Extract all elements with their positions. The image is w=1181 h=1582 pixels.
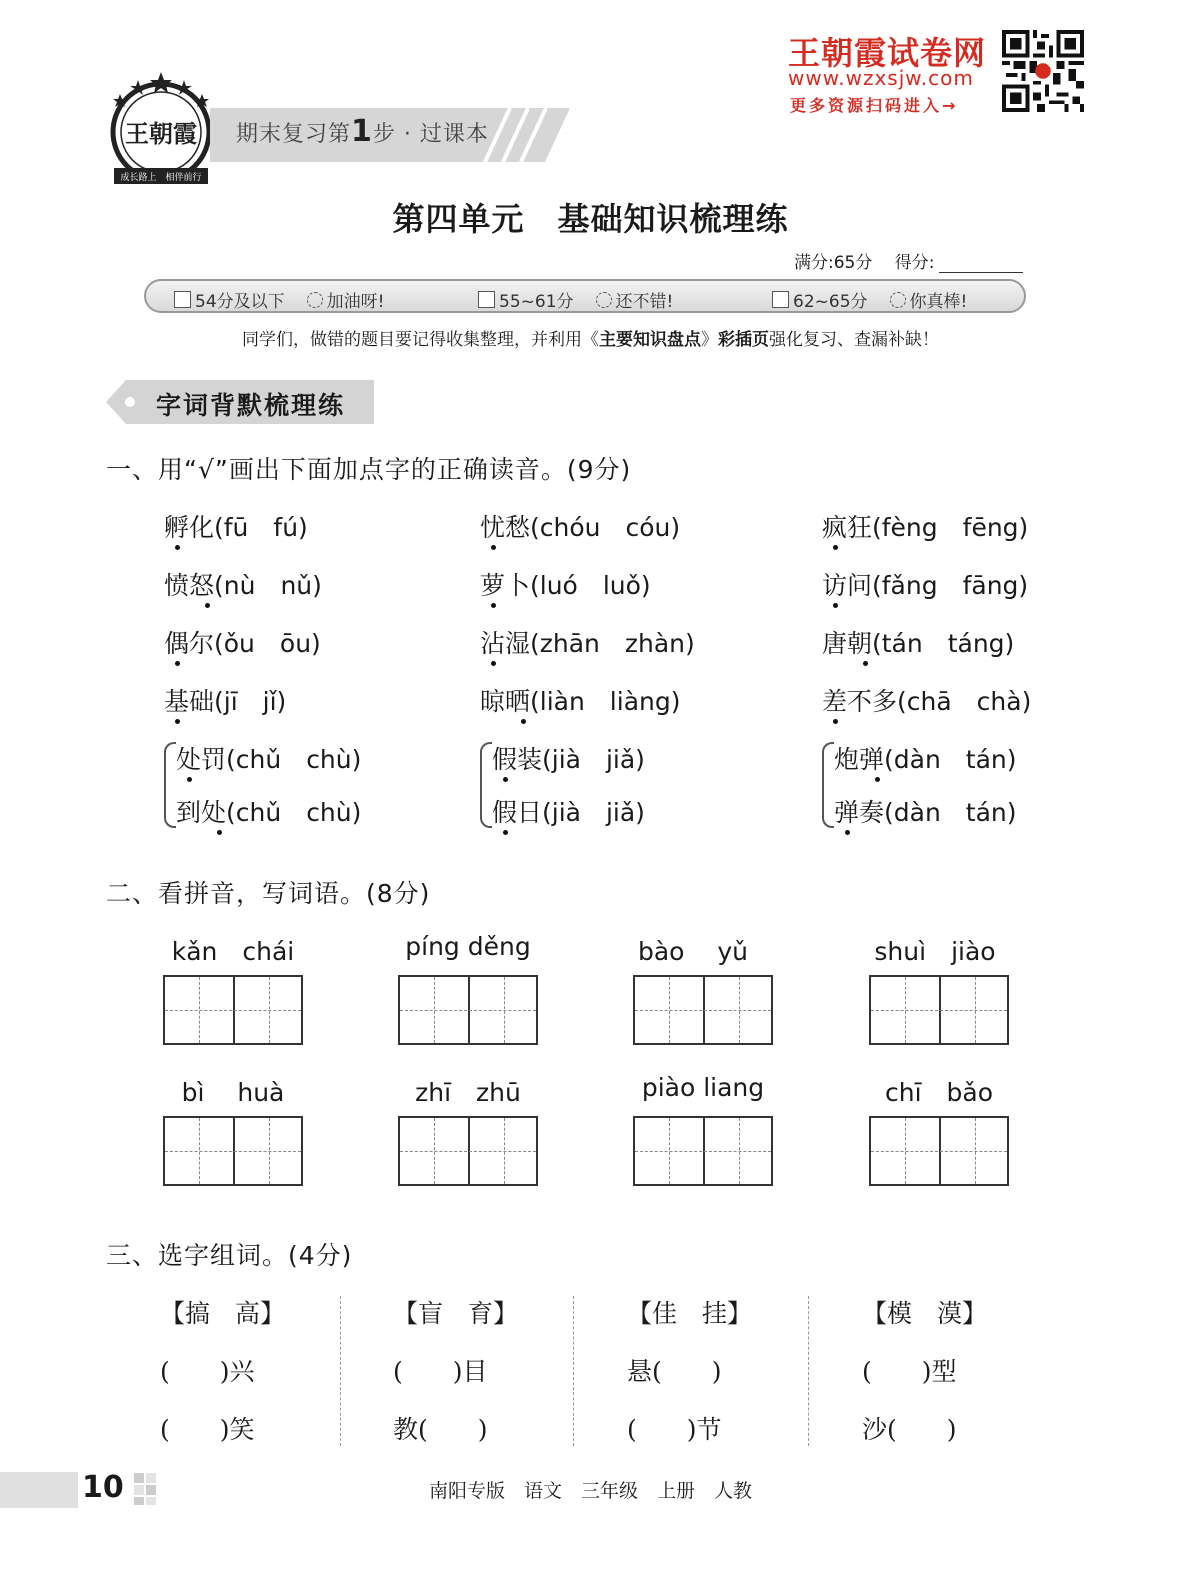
site-scan-hint: 更多资源扫码进入→	[790, 96, 959, 115]
grade-checkbox[interactable]	[174, 291, 191, 308]
emphasis-dot	[491, 603, 496, 608]
column-divider	[340, 1296, 341, 1446]
emphasis-dot	[175, 719, 180, 724]
grade-checkbox[interactable]	[478, 291, 495, 308]
page-number: 10	[82, 1470, 124, 1505]
writing-grid[interactable]	[163, 1116, 303, 1186]
fill-blank[interactable]: 悬( )	[627, 1357, 722, 1386]
char-pair: 【佳 挂】	[627, 1299, 753, 1328]
fill-blank[interactable]: ( )型	[862, 1357, 957, 1386]
footer-info: 南阳专版 语文 三年级 上册 人教	[428, 1480, 752, 1502]
emphasis-dot	[845, 830, 850, 835]
emphasis-dot	[875, 777, 880, 782]
q1-item[interactable]: 孵化(fū fú)	[164, 513, 308, 542]
q1-item[interactable]: 晾晒(liàn liàng)	[480, 687, 681, 716]
grade-level-1: 54分及以下 加油呀!	[174, 287, 384, 312]
emphasis-dot	[175, 661, 180, 666]
brace	[164, 742, 176, 828]
site-url[interactable]: www.wzxsjw.com	[788, 66, 974, 90]
banner-title: 期末复习第1步 · 过课本	[236, 114, 489, 149]
site-name: 王朝霞试卷网	[788, 34, 987, 72]
writing-grid[interactable]	[398, 1116, 538, 1186]
q3-heading: 三、选字组词。(4分)	[106, 1241, 353, 1270]
writing-grid[interactable]	[869, 975, 1009, 1045]
emphasis-dot	[833, 719, 838, 724]
pinyin-label: kǎn chái	[171, 937, 295, 966]
notice-text: 同学们，做错的题目要记得收集整理，并利用《主要知识盘点》彩插页强化复习、查漏补缺！	[242, 330, 939, 350]
q1-item[interactable]: 假日(jià jiǎ)	[492, 798, 645, 827]
fill-blank[interactable]: ( )兴	[160, 1357, 255, 1386]
pinyin-label: zhī zhū	[415, 1078, 521, 1107]
pinyin-label: píng děng	[405, 932, 531, 961]
writing-grid[interactable]	[398, 975, 538, 1045]
emphasis-dot	[503, 777, 508, 782]
emphasis-dot	[205, 603, 210, 608]
brace	[822, 742, 834, 828]
emphasis-dot	[175, 545, 180, 550]
pinyin-label: shuì jiào	[874, 937, 996, 966]
emphasis-dot	[863, 661, 868, 666]
svg-text:成长路上 相伴前行: 成长路上 相伴前行	[120, 173, 202, 183]
q2-heading: 二、看拼音，写词语。(8分)	[106, 879, 431, 908]
column-divider	[573, 1296, 574, 1446]
fill-blank[interactable]: 沙( )	[862, 1415, 957, 1444]
grade-level-2: 55~61分 还不错!	[478, 287, 673, 312]
pinyin-label: bào yǔ	[637, 937, 749, 966]
score-line	[794, 248, 1023, 273]
q1-item[interactable]: 访问(fǎng fāng)	[822, 571, 1029, 600]
pinyin-label: chī bǎo	[884, 1078, 994, 1107]
svg-text:王朝霞: 王朝霞	[125, 119, 197, 148]
qr-code[interactable]	[1002, 30, 1084, 112]
grade-bar	[144, 279, 1026, 313]
emphasis-dot	[521, 719, 526, 724]
fill-blank[interactable]: ( )目	[393, 1357, 488, 1386]
brand-logo	[108, 70, 214, 188]
fill-blank[interactable]: 教( )	[393, 1415, 488, 1444]
pinyin-label: bì huà	[181, 1078, 285, 1107]
grade-level-3: 62~65分 你真棒!	[772, 287, 967, 312]
q1-item[interactable]: 偶尔(ǒu ōu)	[164, 629, 321, 658]
q1-item[interactable]: 忧愁(chóu cóu)	[480, 513, 681, 542]
q1-item[interactable]: 假装(jià jiǎ)	[492, 745, 645, 774]
q1-item[interactable]: 处罚(chǔ chù)	[176, 745, 362, 774]
writing-grid[interactable]	[869, 1116, 1009, 1186]
brace	[480, 742, 492, 828]
q1-heading: 一、用“√”画出下面加点字的正确读音。(9分)	[106, 455, 632, 484]
q1-item[interactable]: 愤怒(nù nǔ)	[164, 571, 322, 600]
q1-item[interactable]: 弹奏(dàn tán)	[834, 798, 1017, 827]
section-tag: 字词背默梳理练	[156, 391, 346, 420]
face-icon	[596, 292, 612, 308]
q1-item[interactable]: 唐朝(tán táng)	[822, 629, 1015, 658]
fill-blank[interactable]: ( )笑	[160, 1415, 255, 1444]
grade-checkbox[interactable]	[772, 291, 789, 308]
q1-item[interactable]: 萝卜(luó luǒ)	[480, 571, 651, 600]
emphasis-dot	[833, 545, 838, 550]
q1-item[interactable]: 到处(chǔ chù)	[176, 798, 362, 827]
q1-item[interactable]: 基础(jī jǐ)	[164, 687, 287, 716]
char-pair: 【模 漠】	[862, 1299, 988, 1328]
score-blank[interactable]	[939, 258, 1023, 273]
fill-blank[interactable]: ( )节	[627, 1415, 722, 1444]
face-icon	[890, 292, 906, 308]
char-pair: 【盲 育】	[393, 1299, 519, 1328]
face-icon	[307, 292, 323, 308]
column-divider	[808, 1296, 809, 1446]
writing-grid[interactable]	[633, 975, 773, 1045]
emphasis-dot	[217, 830, 222, 835]
page-title: 第四单元 基础知识梳理练	[392, 200, 789, 238]
char-pair: 【搞 高】	[160, 1299, 286, 1328]
q1-item[interactable]: 沾湿(zhān zhàn)	[480, 629, 695, 658]
writing-grid[interactable]	[163, 975, 303, 1045]
score-label: 得分:	[894, 253, 935, 273]
writing-grid[interactable]	[633, 1116, 773, 1186]
full-score: 满分:65分	[794, 253, 873, 273]
emphasis-dot	[833, 603, 838, 608]
emphasis-dot	[491, 661, 496, 666]
q1-item[interactable]: 差不多(chā chà)	[822, 687, 1032, 716]
emphasis-dot	[503, 830, 508, 835]
q1-item[interactable]: 疯狂(fèng fēng)	[822, 513, 1029, 542]
pinyin-label: piào liang	[641, 1073, 765, 1102]
emphasis-dot	[491, 545, 496, 550]
q1-item[interactable]: 炮弹(dàn tán)	[834, 745, 1017, 774]
emphasis-dot	[187, 777, 192, 782]
